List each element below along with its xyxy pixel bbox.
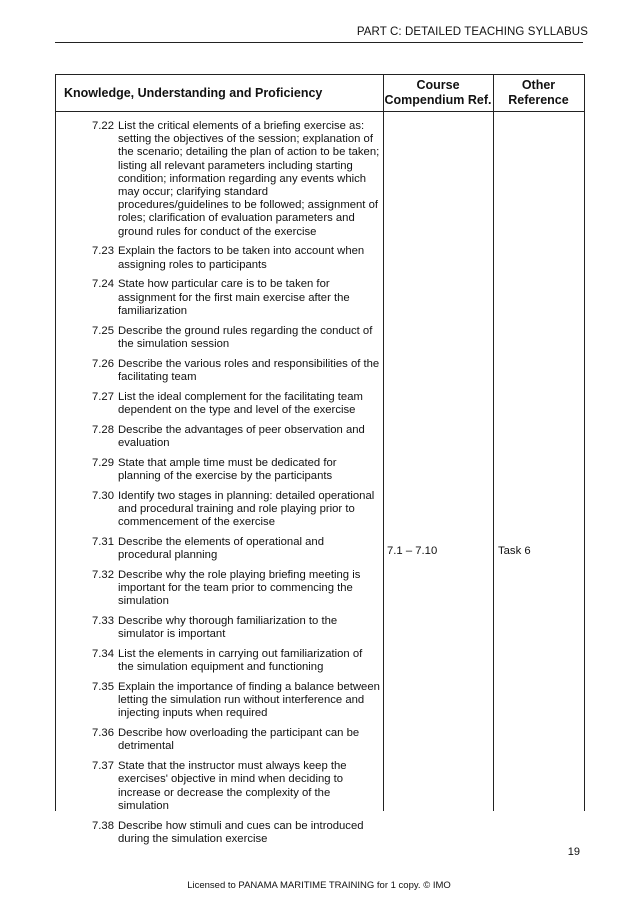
column-divider [493,75,494,811]
item-number: 7.35 [92,681,114,694]
item-number: 7.22 [92,120,114,132]
syllabus-item [56,325,383,351]
column-header-course-ref: Course Compendium Ref. [384,78,492,107]
item-text: Describe the various roles and responsibilities of the facilitating team [118,357,380,383]
item-number: 7.37 [92,760,114,773]
syllabus-item [56,358,383,384]
course-compendium-ref: 7.1 – 7.10 [387,545,438,557]
item-text: Describe how overloading the participant can be detrimental [118,727,360,753]
running-head: PART C: DETAILED TEACHING SYLLABUS [356,26,588,38]
syllabus-item [56,569,383,609]
syllabus-item [56,681,383,721]
item-number: 7.34 [92,648,114,661]
syllabus-item [56,615,383,641]
syllabus-item [56,536,383,562]
syllabus-item [56,820,383,846]
syllabus-item [56,120,383,239]
item-text: Explain the importance of finding a balance between letting the simulation run without interference and injecting inputs when required [118,681,380,720]
item-text: State that ample time must be dedicated for planning of the exercise by the participants [118,456,337,482]
item-text: Describe the elements of operational and procedural planning [118,535,324,562]
item-number: 7.27 [92,390,114,403]
item-text: Identify two stages in planning: detailed operational and procedural training and role playing prior to commencement of the exercise [118,489,375,529]
column-divider [383,75,384,811]
item-text: List the ideal complement for the facilitating team dependent on the type and level of the exercise [118,390,363,416]
syllabus-item [56,278,383,318]
syllabus-item [56,490,383,530]
item-number: 7.30 [92,489,114,502]
syllabus-item [56,727,383,753]
item-text: Describe the ground rules regarding the conduct of the simulation session [118,324,373,350]
syllabus-item [56,424,383,450]
item-text: State how particular care is to be taken for assignment for the first main exercise after the familiarization [118,278,350,317]
item-text: List the critical elements of a briefing exercise as: setting the objectives of the session; explanation of the scenario; detailing the plan of action to be taken; listing all relevant parameters including starting condition; information regarding any events which may occur; clarifying standard procedures/guidelines to be followed; assignment of roles; clarification of evaluation parameters and ground rules for conduct of the exercise [118,120,380,238]
item-number: 7.38 [92,819,114,832]
syllabus-item [56,457,383,483]
other-reference: Task 6 [498,545,531,557]
item-text: Describe the advantages of peer observation and evaluation [118,423,365,449]
item-number: 7.28 [92,423,114,436]
syllabus-table [55,74,585,845]
column-header-other-ref: Other Reference [508,78,569,107]
item-number: 7.25 [92,324,114,337]
license-notice: Licensed to PANAMA MARITIME TRAINING for 1 copy. © IMO [187,880,451,891]
item-text: Describe how stimuli and cues can be introduced during the simulation exercise [118,819,364,845]
table-header-row [56,75,584,112]
syllabus-item [56,760,383,813]
syllabus-items [56,120,383,853]
syllabus-item [56,391,383,417]
item-text: Explain the factors to be taken into account when assigning roles to participants [118,245,365,271]
item-number: 7.26 [92,357,114,370]
item-number: 7.29 [92,456,114,469]
item-number: 7.33 [92,615,114,628]
syllabus-item [56,648,383,674]
item-number: 7.36 [92,727,114,740]
item-text: List the elements in carrying out familiarization of the simulation equipment and functioning [118,648,363,674]
column-header-knowledge: Knowledge, Understanding and Proficiency [64,85,323,100]
item-text: State that the instructor must always keep the exercises' objective in mind when deciding to increase or decrease the complexity of the simulation [118,760,347,812]
item-number: 7.23 [92,245,114,258]
header-rule [55,42,583,43]
item-number: 7.24 [92,278,114,291]
item-text: Describe why thorough familiarization to the simulator is important [118,615,338,641]
item-number: 7.31 [92,535,114,548]
page-number: 19 [567,846,580,858]
item-text: Describe why the role playing briefing meeting is important for the team prior to commencing the simulation [118,568,361,608]
syllabus-item [56,245,383,271]
item-number: 7.32 [92,568,114,581]
